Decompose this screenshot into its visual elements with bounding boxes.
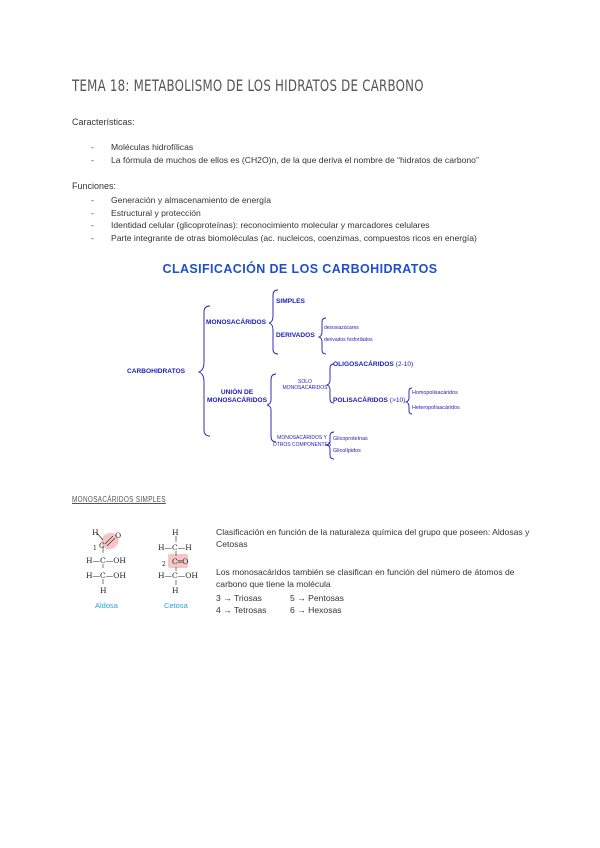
- oligo-label: OLIGOSACÁRIDOS: [333, 361, 394, 368]
- node-monosacaridos: MONOSACÁRIDOS: [206, 319, 267, 326]
- cetosa-num2: 2: [162, 561, 166, 568]
- class-row-2-left: 4 → Tetrosas: [216, 605, 267, 615]
- list-item: - Parte integrante de otras biomoléculas (ac. nucleicos, coenzimas, compuestos ricos en energía): [91, 232, 571, 245]
- node-polisacaridos: [333, 397, 405, 404]
- class-row-1-right: 5 → Pentosas: [290, 593, 344, 603]
- section-heading: MONOSACÁRIDOS SIMPLES: [72, 495, 166, 504]
- aldosa-h-top: H: [92, 528, 99, 537]
- cetosa-hcoh: H—C—OH: [158, 571, 198, 580]
- list-item: - La fórmula de muchos de ellos es (CH2O)n, de la que deriva el nombre de “hidratos de carbono”: [91, 154, 561, 167]
- brace-derivados: [319, 318, 326, 354]
- cetosa-co: C═O: [172, 557, 189, 566]
- list-item: - Identidad celular (glicoproteínas): reconocimiento molecular y marcadores celulares: [91, 219, 571, 232]
- diagram-title: CLASIFICACIÓN DE LOS CARBOHIDRATOS: [162, 262, 438, 276]
- node-simples: SIMPLES: [276, 298, 305, 305]
- funciones-heading: Funciones:: [72, 181, 117, 191]
- node-oligosacaridos: [333, 361, 413, 368]
- aldosa-hcoh-1: H—C—OH: [86, 556, 126, 565]
- cetosa-h-top: H: [172, 528, 179, 537]
- list-item: - Generación y almacenamiento de energía: [91, 194, 571, 207]
- cetosa-h-bottom: H: [172, 586, 179, 595]
- brace-union: [267, 374, 276, 442]
- node-heteropolisacaridos: Heteropolisacáridos: [412, 405, 460, 411]
- list-item: - Moléculas hidrofílicas: [91, 141, 561, 154]
- aldosa-num1: 1: [93, 545, 97, 552]
- node-glicoproteinas: Glicoproteínas: [333, 436, 368, 442]
- poli-label: POLISACÁRIDOS: [333, 397, 388, 404]
- node-derivados-fosforilados: derivados fosforilados: [324, 337, 373, 343]
- caracteristicas-heading: Características:: [72, 117, 135, 127]
- node-carbohidratos: CARBOHIDRATOS: [127, 368, 186, 375]
- cetosa-hch: H—C—H: [158, 543, 192, 552]
- node-otros: MONOSACÁRIDOS Y OTROS COMPONENTES: [272, 435, 332, 448]
- aldosa-label: Aldosa: [95, 601, 118, 610]
- node-glicolipidos: Glicolípidos: [333, 448, 361, 454]
- node-derivados: DERIVADOS: [276, 332, 315, 339]
- aldosa-o: O: [115, 531, 122, 540]
- node-homopolisacaridos: Homopolisacáridos: [412, 390, 458, 396]
- aldosa-hcoh-2: H—C—OH: [86, 571, 126, 580]
- node-desoxiazucares: desoxiazúcares: [324, 325, 359, 331]
- oligo-range: (2-10): [395, 361, 414, 368]
- section-paragraph-2: Los monosacáridos también se clasifican en función del número de átomos de carbono que tiene la molécula: [216, 567, 515, 589]
- class-row-2-right: 6 → Hexosas: [290, 605, 342, 615]
- poli-range: (>10): [389, 397, 406, 404]
- list-item: - Estructural y protección: [91, 207, 571, 220]
- aldosa-h-bottom: H: [100, 586, 107, 595]
- node-solo: SOLO MONOSACÁRIDOS: [282, 379, 328, 391]
- class-row-1-left: 3 → Triosas: [216, 593, 262, 603]
- aldosa-c1: C: [99, 541, 105, 550]
- section-paragraph-1: Clasificación en función de la naturaleza química del grupo que poseen: Aldosas y Cetosas: [216, 527, 530, 549]
- page-title: TEMA 18: METABOLISMO DE LOS HIDRATOS DE CARBONO: [72, 76, 424, 95]
- cetosa-label: Cetosa: [164, 601, 188, 610]
- node-union: UNIÓN DE MONOSACÁRIDOS: [206, 389, 268, 404]
